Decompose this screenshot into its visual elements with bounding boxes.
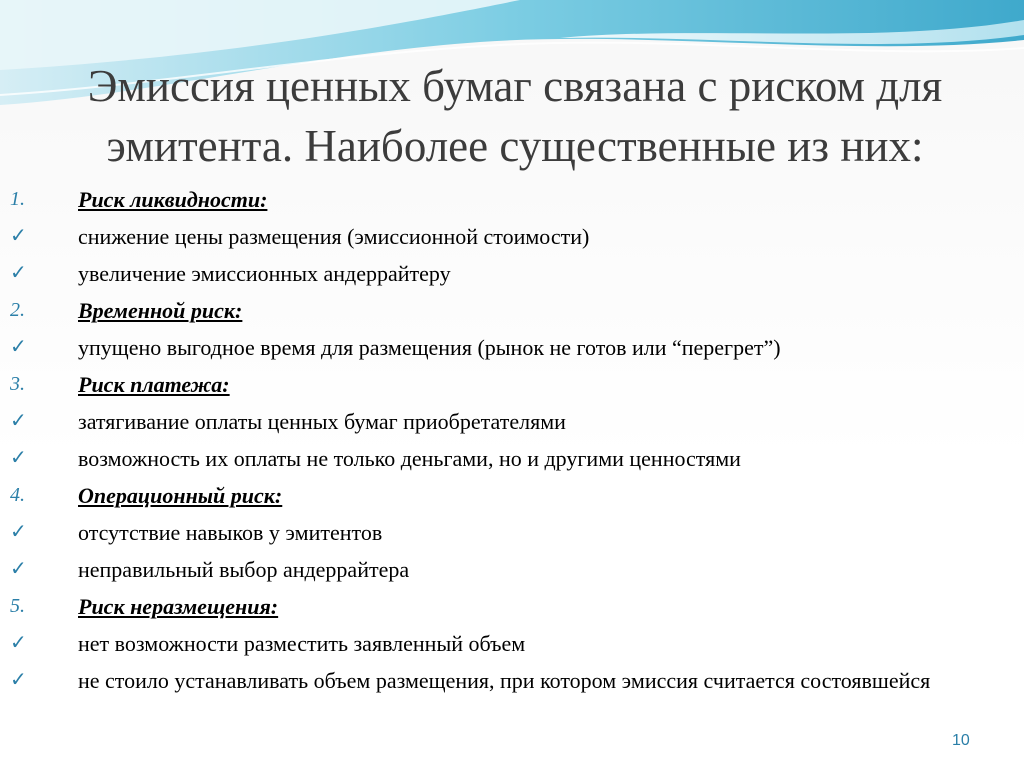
risk-bullet-text: возможность их оплаты не только деньгами, но и другими ценностями bbox=[78, 446, 741, 471]
checkmark-icon: ✓ bbox=[10, 262, 27, 284]
checkmark-icon: ✓ bbox=[10, 558, 27, 580]
number-marker: 3. bbox=[10, 373, 25, 395]
risk-bullet bbox=[10, 519, 1015, 546]
slide-title: Эмиссия ценных бумаг связана с риском для эмитента. Наиболее существенные из них: bbox=[87, 61, 943, 171]
number-marker: 2. bbox=[10, 299, 25, 321]
risk-bullet bbox=[10, 630, 1015, 657]
risk-heading bbox=[10, 371, 1015, 398]
risk-bullet bbox=[10, 260, 1015, 287]
risk-bullet bbox=[10, 408, 1015, 435]
checkmark-icon: ✓ bbox=[10, 521, 27, 543]
risk-bullet bbox=[10, 445, 1015, 472]
risk-bullet-text: упущено выгодное время для размещения (рынок не готов или “перегрет”) bbox=[78, 335, 781, 360]
checkmark-icon: ✓ bbox=[10, 336, 27, 358]
risk-heading-text: Риск ликвидности: bbox=[78, 187, 268, 212]
risk-bullet-text: снижение цены размещения (эмиссионной стоимости) bbox=[78, 224, 590, 249]
risk-list bbox=[10, 186, 1015, 704]
risk-heading-text: Операционный риск: bbox=[78, 483, 283, 508]
checkmark-icon: ✓ bbox=[10, 632, 27, 654]
risk-bullet bbox=[10, 334, 1015, 361]
risk-bullet-text: затягивание оплаты ценных бумаг приобретателями bbox=[78, 409, 566, 434]
number-marker: 5. bbox=[10, 595, 25, 617]
risk-heading bbox=[10, 186, 1015, 213]
risk-bullet-text: увеличение эмиссионных андеррайтеру bbox=[78, 261, 451, 286]
number-marker: 4. bbox=[10, 484, 25, 506]
risk-bullet bbox=[10, 556, 1015, 583]
number-marker: 1. bbox=[10, 188, 25, 210]
risk-bullet-text: нет возможности разместить заявленный объем bbox=[78, 631, 526, 656]
risk-heading-text: Временной риск: bbox=[78, 298, 243, 323]
risk-heading bbox=[10, 482, 1015, 509]
checkmark-icon: ✓ bbox=[10, 225, 27, 247]
checkmark-icon: ✓ bbox=[10, 669, 27, 691]
risk-heading bbox=[10, 297, 1015, 324]
risk-bullet-text: неправильный выбор андеррайтера bbox=[78, 557, 410, 582]
risk-bullet-text: отсутствие навыков у эмитентов bbox=[78, 520, 383, 545]
risk-bullet-text: не стоило устанавливать объем размещения, при котором эмиссия считается состоявшейся bbox=[78, 668, 931, 693]
page-number: 10 bbox=[952, 732, 970, 749]
risk-bullet bbox=[10, 223, 1015, 250]
risk-heading-text: Риск неразмещения: bbox=[78, 594, 279, 619]
risk-bullet bbox=[10, 667, 1015, 694]
risk-heading bbox=[10, 593, 1015, 620]
checkmark-icon: ✓ bbox=[10, 410, 27, 432]
risk-heading-text: Риск платежа: bbox=[78, 372, 230, 397]
checkmark-icon: ✓ bbox=[10, 447, 27, 469]
